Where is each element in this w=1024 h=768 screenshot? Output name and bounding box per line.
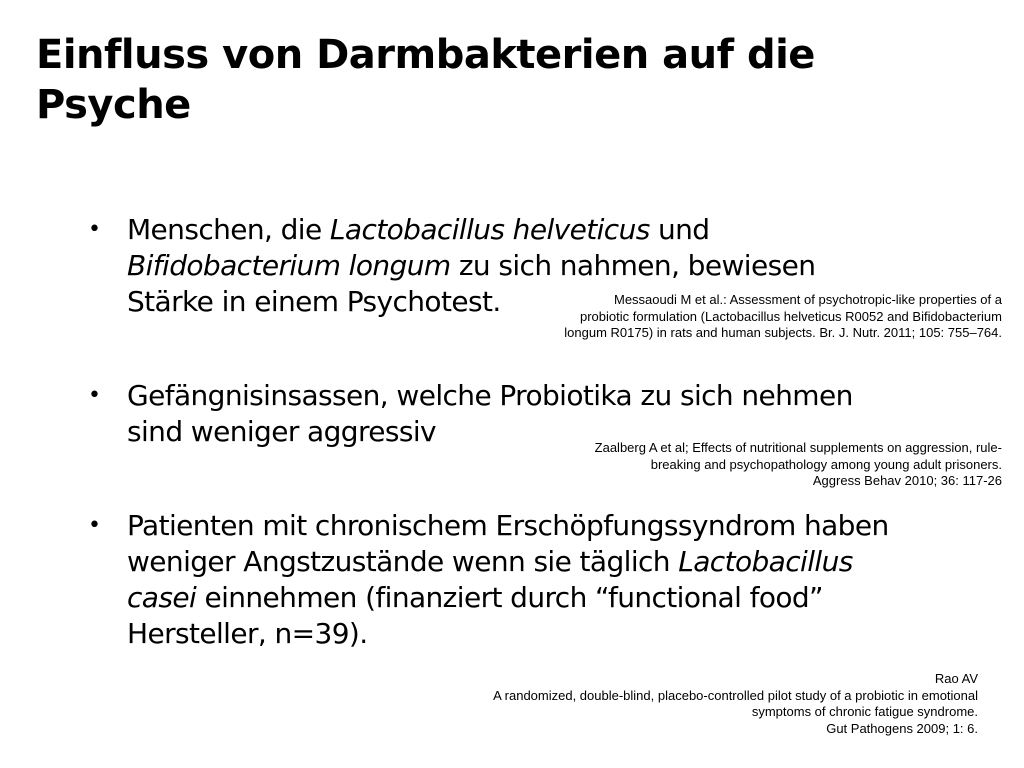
reference-line: Aggress Behav 2010; 36: 117-26 — [812, 473, 1002, 488]
bullet-marker: • — [88, 383, 101, 408]
reference-3 — [493, 671, 978, 737]
reference-line: A randomized, double-blind, placebo-controlled pilot study of a probiotic in emotional — [493, 687, 978, 703]
reference-line: Zaalberg A et al; Effects of nutritional supplements on aggression, rule- — [594, 440, 1002, 455]
italic-species-name: Bifidobacterium longum — [127, 249, 451, 282]
reference-line: breaking and psychopathology among young adult prisoners. — [650, 456, 1002, 472]
reference-2 — [595, 440, 1002, 490]
reference-line: Messaoudi M et al.: Assessment of psychotropic-like properties of a — [613, 292, 1002, 307]
bullet-marker: • — [88, 217, 101, 242]
text-run: zu sich nahmen, bewiesen — [450, 249, 816, 282]
text-run: Patienten mit chronischem Erschöpfungssyndrom haben — [127, 509, 889, 542]
bullet-line — [127, 508, 889, 544]
reference-line: Gut Pathogens 2009; 1: 6. — [826, 720, 978, 736]
slide-title — [36, 30, 976, 130]
reference-line: probiotic formulation (Lactobacillus helveticus R0052 and Bifidobacterium — [579, 308, 1002, 324]
title-line-2: Psyche — [36, 82, 191, 128]
text-run: weniger Angstzustände wenn sie täglich — [127, 545, 679, 578]
text-run: einnehmen (finanziert durch “functional food” — [196, 581, 823, 614]
title-line-1: Einfluss von Darmbakterien auf die — [36, 32, 815, 78]
bullet-line — [127, 378, 853, 414]
bullet-line — [127, 580, 889, 616]
text-run: Hersteller, n=39). — [127, 617, 368, 650]
reference-line: longum R0175) in rats and human subjects. Br. J. Nutr. 2011; 105: 755–764. — [564, 325, 1002, 340]
reference-1 — [564, 292, 1002, 342]
bullet-line — [127, 616, 889, 652]
bullet-line — [127, 544, 889, 580]
bullet-marker: • — [88, 513, 101, 538]
text-run: Gefängnisinsassen, welche Probiotika zu sich nehmen — [127, 379, 853, 412]
bullet-line — [127, 212, 815, 248]
reference-line: Rao AV — [934, 671, 978, 686]
reference-line: symptoms of chronic fatigue syndrome. — [751, 704, 978, 719]
italic-species-name: casei — [127, 581, 197, 614]
italic-species-name: Lactobacillus helveticus — [329, 213, 650, 246]
italic-species-name: Lactobacillus — [678, 545, 853, 578]
bullet-line — [127, 248, 815, 284]
text-run: sind weniger aggressiv — [127, 415, 437, 448]
bullet-text-3 — [127, 508, 889, 652]
text-run: Stärke in einem Psychotest. — [127, 285, 501, 318]
text-run: und — [649, 213, 710, 246]
text-run: Menschen, die — [127, 213, 330, 246]
